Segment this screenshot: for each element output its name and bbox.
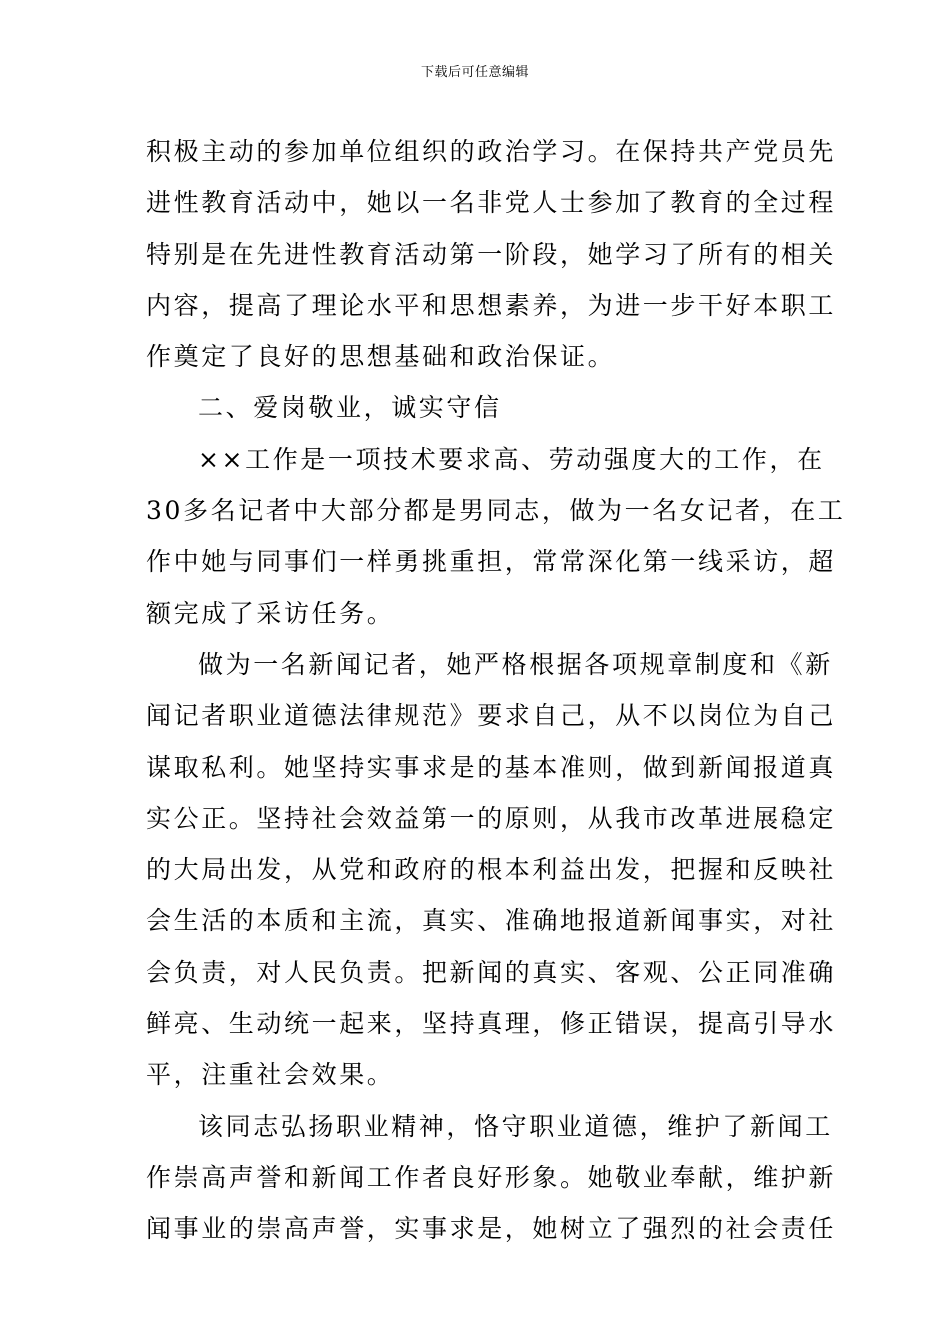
text-line: 作崇高声誉和新闻工作者良好形象。她敬业奉献，维护新: [146, 1162, 837, 1192]
text-line: 作中她与同事们一样勇挑重担，常常深化第一线采访，超: [146, 547, 837, 577]
text-line: 谋取私利。她坚持实事求是的基本准则，做到新闻报道真: [146, 752, 837, 782]
document-body: [146, 126, 846, 1255]
text-line: 作奠定了良好的思想基础和政治保证。: [146, 342, 616, 372]
text-line: 特别是在先进性教育活动第一阶段，她学习了所有的相关: [146, 239, 837, 269]
text-line: 鲜亮、生动统一起来，坚持真理，修正错误，提高引导水: [146, 1009, 837, 1039]
text-line: 做为一名新闻记者，她严格根据各项规章制度和《新: [198, 649, 833, 679]
text-line: 积极主动的参加单位组织的政治学习。在保持共产党员先: [146, 137, 837, 166]
text-line: 闻事业的崇高声誉，实事求是，她树立了强烈的社会责任: [146, 1214, 837, 1244]
text-line: 30多名记者中大部分都是男同志，做为一名女记者，在工: [146, 496, 846, 526]
text-line: 进性教育活动中，她以一名非党人士参加了教育的全过程: [146, 188, 837, 218]
text-line: 实公正。坚持社会效益第一的原则，从我市改革进展稳定: [146, 803, 837, 833]
text-line: 该同志弘扬职业精神，恪守职业道德，维护了新闻工: [198, 1111, 833, 1141]
text-line: 会生活的本质和主流，真实、准确地报道新闻事实，对社: [146, 906, 837, 936]
text-line: 闻记者职业道德法律规范》要求自己，从不以岗位为自己: [146, 701, 837, 731]
section-heading: 二、爱岗敬业，诚实守信: [198, 393, 502, 423]
text-line: ××工作是一项技术要求高、劳动强度大的工作，在: [198, 444, 825, 474]
text-line: 会负责，对人民负责。把新闻的真实、客观、公正同准确: [146, 957, 837, 987]
text-line: 额完成了采访任务。: [146, 598, 395, 628]
text-line: 内容，提高了理论水平和思想素养，为进一步干好本职工: [146, 290, 837, 320]
page-header: 下载后可任意编辑: [420, 65, 529, 80]
text-line: 平，注重社会效果。: [146, 1060, 395, 1090]
text-line: 的大局出发，从党和政府的根本利益出发，把握和反映社: [146, 855, 837, 885]
